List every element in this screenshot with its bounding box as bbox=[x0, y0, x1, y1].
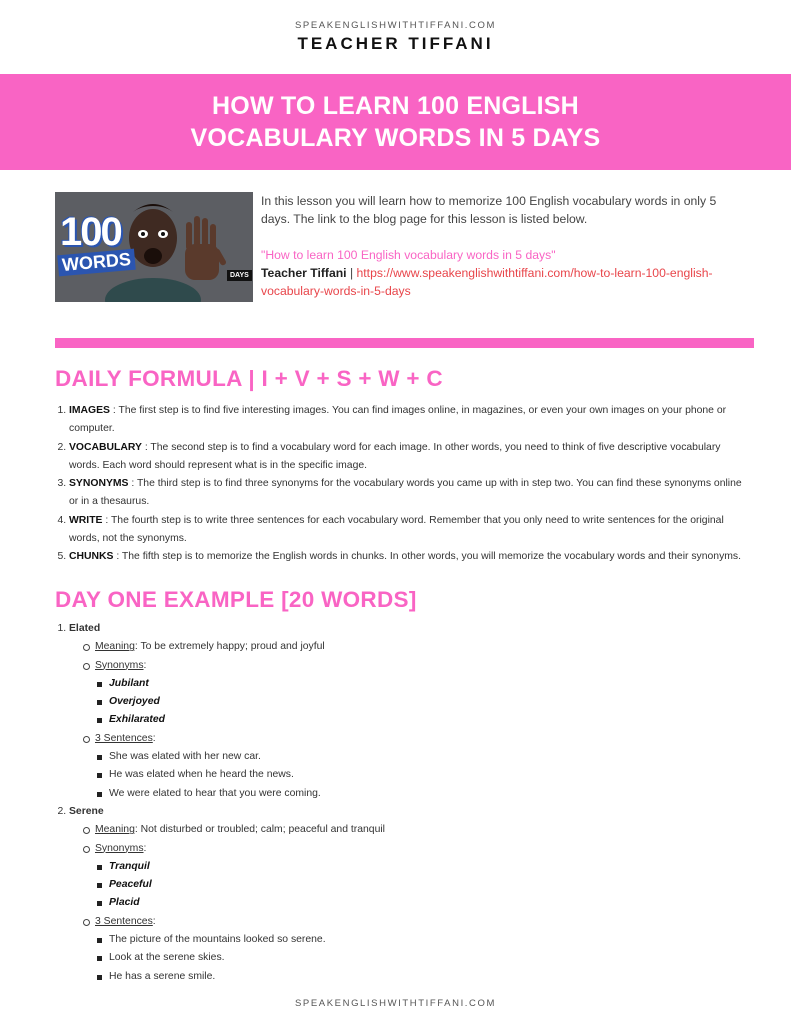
sentences-label: 3 Sentences bbox=[95, 915, 153, 927]
section-divider bbox=[55, 338, 754, 348]
lesson-quote: "How to learn 100 English vocabulary words in 5 days" bbox=[261, 248, 556, 262]
formula-step bbox=[69, 512, 745, 549]
example-sentence: The picture of the mountains looked so serene. bbox=[95, 931, 745, 949]
label-colon: : bbox=[152, 732, 156, 744]
example-sentence: He was elated when he heard the news. bbox=[95, 766, 745, 784]
lesson-thumbnail[interactable] bbox=[55, 192, 253, 302]
site-url-header: SPEAKENGLISHWITHTIFFANI.COM bbox=[294, 20, 497, 31]
thumbnail-days-tag: DAYS bbox=[227, 270, 252, 281]
meaning-text: To be extremely happy; proud and joyful bbox=[137, 641, 325, 653]
sentences-label: 3 Sentences bbox=[95, 732, 153, 744]
step-term: VOCABULARY bbox=[69, 441, 142, 453]
formula-step bbox=[69, 548, 745, 566]
step-text: : The fifth step is to memorize the English words in chunks. In other words, you will memorize the vocabulary words and their synonyms. bbox=[113, 551, 742, 563]
formula-step bbox=[69, 475, 745, 512]
label-colon: : bbox=[143, 659, 147, 671]
intro-text: In this lesson you will learn how to memorize 100 English vocabulary words in only 5 days. The link to the blog page for this lesson is listed below. bbox=[261, 194, 717, 226]
meaning-item bbox=[81, 638, 745, 656]
brand-title: TEACHER TIFFANI bbox=[297, 34, 494, 53]
step-term: SYNONYMS bbox=[69, 478, 129, 490]
step-text: : The first step is to find five interesting images. You can find images online, in magazines, or even your own images on your phone or computer. bbox=[69, 405, 727, 435]
label-colon: : bbox=[134, 641, 138, 653]
vocab-word: Elated bbox=[69, 623, 101, 634]
label-colon: : bbox=[134, 824, 138, 836]
formula-step bbox=[69, 439, 745, 476]
synonym: Jubilant bbox=[95, 675, 745, 693]
meaning-item bbox=[81, 821, 745, 839]
synonym: Placid bbox=[95, 894, 745, 912]
formula-step bbox=[69, 402, 745, 439]
synonym: Overjoyed bbox=[95, 693, 745, 711]
step-text: : The fourth step is to write three sentences for each vocabulary word. Remember that you only need to write sentences for the original words, not the synonyms. bbox=[69, 514, 724, 545]
daily-formula-heading: DAILY FORMULA | I + V + S + W + C bbox=[55, 366, 443, 391]
thumbnail-number: 100 bbox=[60, 210, 121, 254]
thumbnail-words-label: WORDS bbox=[57, 249, 136, 277]
author-separator: | bbox=[346, 266, 357, 280]
label-colon: : bbox=[152, 915, 156, 927]
synonyms-item bbox=[81, 840, 745, 913]
example-sentence: We were elated to hear that you were coming. bbox=[95, 785, 745, 803]
example-sentence: Look at the serene skies. bbox=[95, 949, 745, 967]
banner-title-line-1: HOW TO LEARN 100 ENGLISH bbox=[212, 92, 579, 120]
title-banner bbox=[0, 74, 791, 170]
step-text: : The third step is to find three synonyms for the vocabulary words you came up with in step two. You can find these synonyms online or in a thesaurus. bbox=[69, 478, 742, 508]
meaning-label: Meaning bbox=[95, 824, 135, 836]
synonym: Tranquil bbox=[95, 858, 745, 876]
site-url-footer: SPEAKENGLISHWITHTIFFANI.COM bbox=[294, 998, 497, 1009]
step-term: CHUNKS bbox=[69, 551, 114, 563]
synonyms-item bbox=[81, 657, 745, 730]
synonyms-label: Synonyms bbox=[95, 659, 144, 671]
synonym: Peaceful bbox=[95, 876, 745, 894]
daily-formula-list bbox=[55, 402, 745, 567]
sentences-item bbox=[81, 730, 745, 803]
meaning-text: Not disturbed or troubled; calm; peaceful and tranquil bbox=[137, 824, 385, 836]
step-text: : The second step is to find a vocabulary word for each image. In other words, you need to think of five descriptive vocabulary words. Each word should represent what is in the specific image. bbox=[69, 441, 721, 471]
step-term: WRITE bbox=[69, 514, 103, 526]
label-colon: : bbox=[143, 842, 147, 854]
meaning-label: Meaning bbox=[95, 641, 135, 653]
vocab-word-entry bbox=[69, 620, 745, 803]
day-one-heading: DAY ONE EXAMPLE [20 WORDS] bbox=[55, 587, 417, 612]
example-sentence: She was elated with her new car. bbox=[95, 748, 745, 766]
step-term: IMAGES bbox=[69, 405, 110, 416]
example-sentence: He has a serene smile. bbox=[95, 968, 745, 986]
author-name: Teacher Tiffani bbox=[261, 266, 347, 280]
synonym: Exhilarated bbox=[95, 711, 745, 729]
day-one-word-list bbox=[55, 620, 745, 986]
sentences-item bbox=[81, 913, 745, 986]
banner-title-line-2: VOCABULARY WORDS IN 5 DAYS bbox=[190, 124, 601, 152]
vocab-word-entry bbox=[69, 803, 745, 986]
intro-block bbox=[261, 192, 731, 300]
synonyms-label: Synonyms bbox=[95, 842, 144, 854]
lesson-link[interactable]: https://www.speakenglishwithtiffani.com/how-to-learn-100-english-vocabulary-words-in-5-days bbox=[261, 266, 713, 298]
author-line bbox=[261, 264, 731, 300]
vocab-word: Serene bbox=[69, 805, 104, 817]
